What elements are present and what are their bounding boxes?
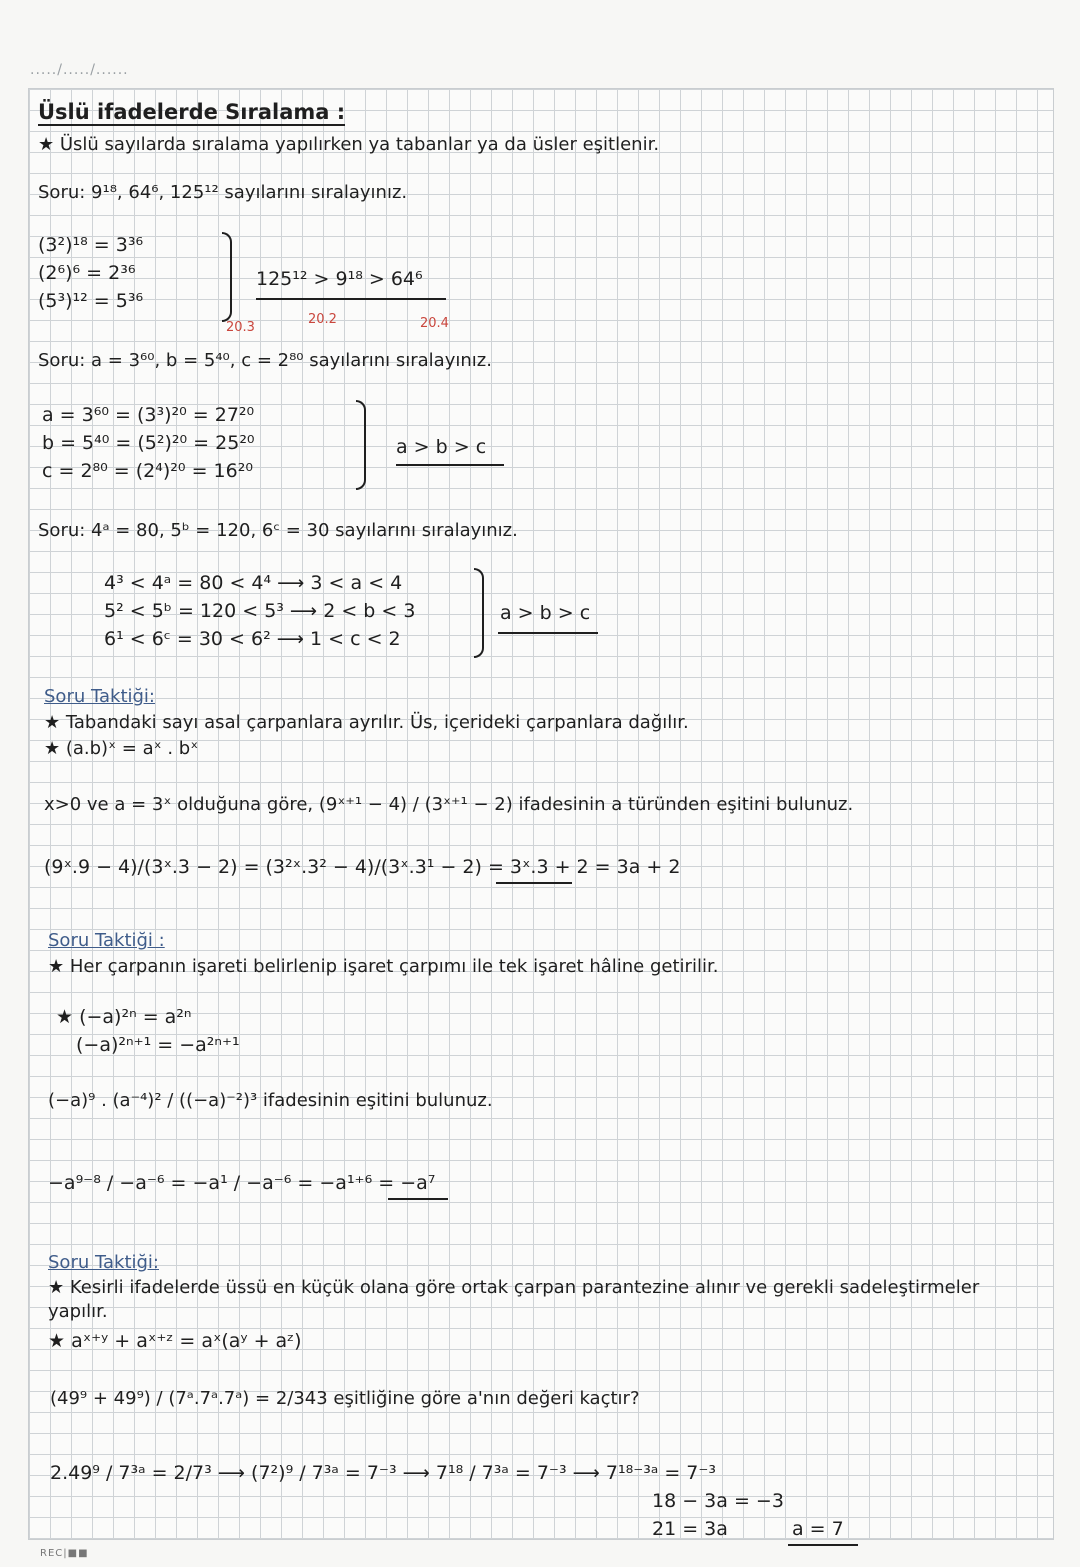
q2-line-1: a = 3⁶⁰ = (3³)²⁰ = 27²⁰ — [42, 404, 255, 426]
q4-solution: (9ˣ.9 − 4)/(3ˣ.3 − 2) = (3²ˣ.3² − 4)/(3ˣ.3¹ − 2) = 3ˣ.3 + 2 = 3a + 2 — [44, 856, 681, 878]
tip1-heading: Soru Taktiği: — [44, 686, 155, 707]
date-placeholder: ...../...../...... — [30, 62, 129, 78]
q6-step-1: 18 − 3a = −3 — [652, 1490, 784, 1512]
q4-prompt: x>0 ve a = 3ˣ olduğuna göre, (9ˣ⁺¹ − 4) / (3ˣ⁺¹ − 2) ifadesinin a türünden eşitini bulunuz. — [44, 794, 854, 815]
q2-note-3: 20.4 — [420, 316, 449, 331]
rule-text: ★ Üslü sayılarda sıralama yapılırken ya tabanlar ya da üsler eşitlenir. — [38, 134, 660, 155]
q1-line-2: (2⁶)⁶ = 2³⁶ — [38, 262, 136, 284]
q2-brace — [356, 400, 366, 490]
q5-solution: −a⁹⁻⁸ / −a⁻⁶ = −a¹ / −a⁻⁶ = −a¹⁺⁶ = −a⁷ — [48, 1172, 436, 1194]
q6-answer-underline — [788, 1544, 858, 1546]
tip2-line-2: ★ (−a)²ⁿ = a²ⁿ — [56, 1006, 192, 1028]
q6-solution: 2.49⁹ / 7³ᵃ = 2/7³ ⟶ (7²)⁹ / 7³ᵃ = 7⁻³ ⟶ 7¹⁸ / 7³ᵃ = 7⁻³ ⟶ 7¹⁸⁻³ᵃ = 7⁻³ — [50, 1462, 717, 1484]
q5-prompt: (−a)⁹ . (a⁻⁴)² / ((−a)⁻²)³ ifadesinin eşitini bulunuz. — [48, 1090, 493, 1111]
q3-line-3: 6¹ < 6ᶜ = 30 < 6² ⟶ 1 < c < 2 — [104, 628, 401, 650]
q1-line-1: (3²)¹⁸ = 3³⁶ — [38, 234, 144, 256]
q3-brace — [474, 568, 484, 658]
q2-prompt: Soru: a = 3⁶⁰, b = 5⁴⁰, c = 2⁸⁰ sayılarını sıralayınız. — [38, 350, 492, 371]
q2-note-1: 20.3 — [226, 320, 255, 335]
q2-result-underline — [396, 464, 504, 466]
q3-line-1: 4³ < 4ᵃ = 80 < 4⁴ ⟶ 3 < a < 4 — [104, 572, 403, 594]
q3-result: a > b > c — [500, 602, 591, 624]
q6-prompt: (49⁹ + 49⁹) / (7ᵃ.7ᵃ.7ᵃ) = 2/343 eşitliğine göre a'nın değeri kaçtır? — [50, 1388, 640, 1409]
footer-stamp: REC|■■ — [40, 1548, 89, 1559]
tip3-line-1: ★ Kesirli ifadelerde üssü en küçük olana göre ortak çarpan parantezine alınır ve gerekli sadeleştirmeler yapılır. — [48, 1277, 980, 1322]
tip2-heading: Soru Taktiği : — [48, 930, 165, 951]
q2-result: a > b > c — [396, 436, 487, 458]
q3-result-underline — [498, 632, 598, 634]
tip2-line-1: ★ Her çarpanın işareti belirlenip işaret çarpımı ile tek işaret hâline getirilir. — [48, 956, 719, 977]
q5-answer-underline — [388, 1198, 448, 1200]
q6-answer: a = 7 — [792, 1518, 844, 1540]
q1-result: 125¹² > 9¹⁸ > 64⁶ — [256, 268, 423, 290]
q3-prompt: Soru: 4ᵃ = 80, 5ᵇ = 120, 6ᶜ = 30 sayılarını sıralayınız. — [38, 520, 518, 541]
q1-brace — [222, 232, 232, 322]
tip1-line-2: ★ (a.b)ˣ = aˣ . bˣ — [44, 738, 199, 759]
page-title: Üslü ifadelerde Sıralama : — [38, 100, 346, 124]
q2-line-2: b = 5⁴⁰ = (5²)²⁰ = 25²⁰ — [42, 432, 255, 454]
q1-result-underline — [256, 298, 446, 300]
q1-line-3: (5³)¹² = 5³⁶ — [38, 290, 144, 312]
q2-line-3: c = 2⁸⁰ = (2⁴)²⁰ = 16²⁰ — [42, 460, 253, 482]
q3-line-2: 5² < 5ᵇ = 120 < 5³ ⟶ 2 < b < 3 — [104, 600, 416, 622]
q4-answer-underline — [496, 882, 572, 884]
q1-prompt: Soru: 9¹⁸, 64⁶, 125¹² sayılarını sıralayınız. — [38, 182, 408, 203]
tip3-heading: Soru Taktiği: — [48, 1252, 159, 1273]
tip2-line-3: (−a)²ⁿ⁺¹ = −a²ⁿ⁺¹ — [76, 1034, 240, 1056]
tip1-line-1: ★ Tabandaki sayı asal çarpanlara ayrılır. Üs, içerideki çarpanlara dağılır. — [44, 712, 689, 733]
q2-note-2: 20.2 — [308, 312, 337, 327]
tip3-line-2: ★ aˣ⁺ʸ + aˣ⁺ᶻ = aˣ(aʸ + aᶻ) — [48, 1330, 302, 1352]
q6-step-2: 21 = 3a — [652, 1518, 728, 1540]
